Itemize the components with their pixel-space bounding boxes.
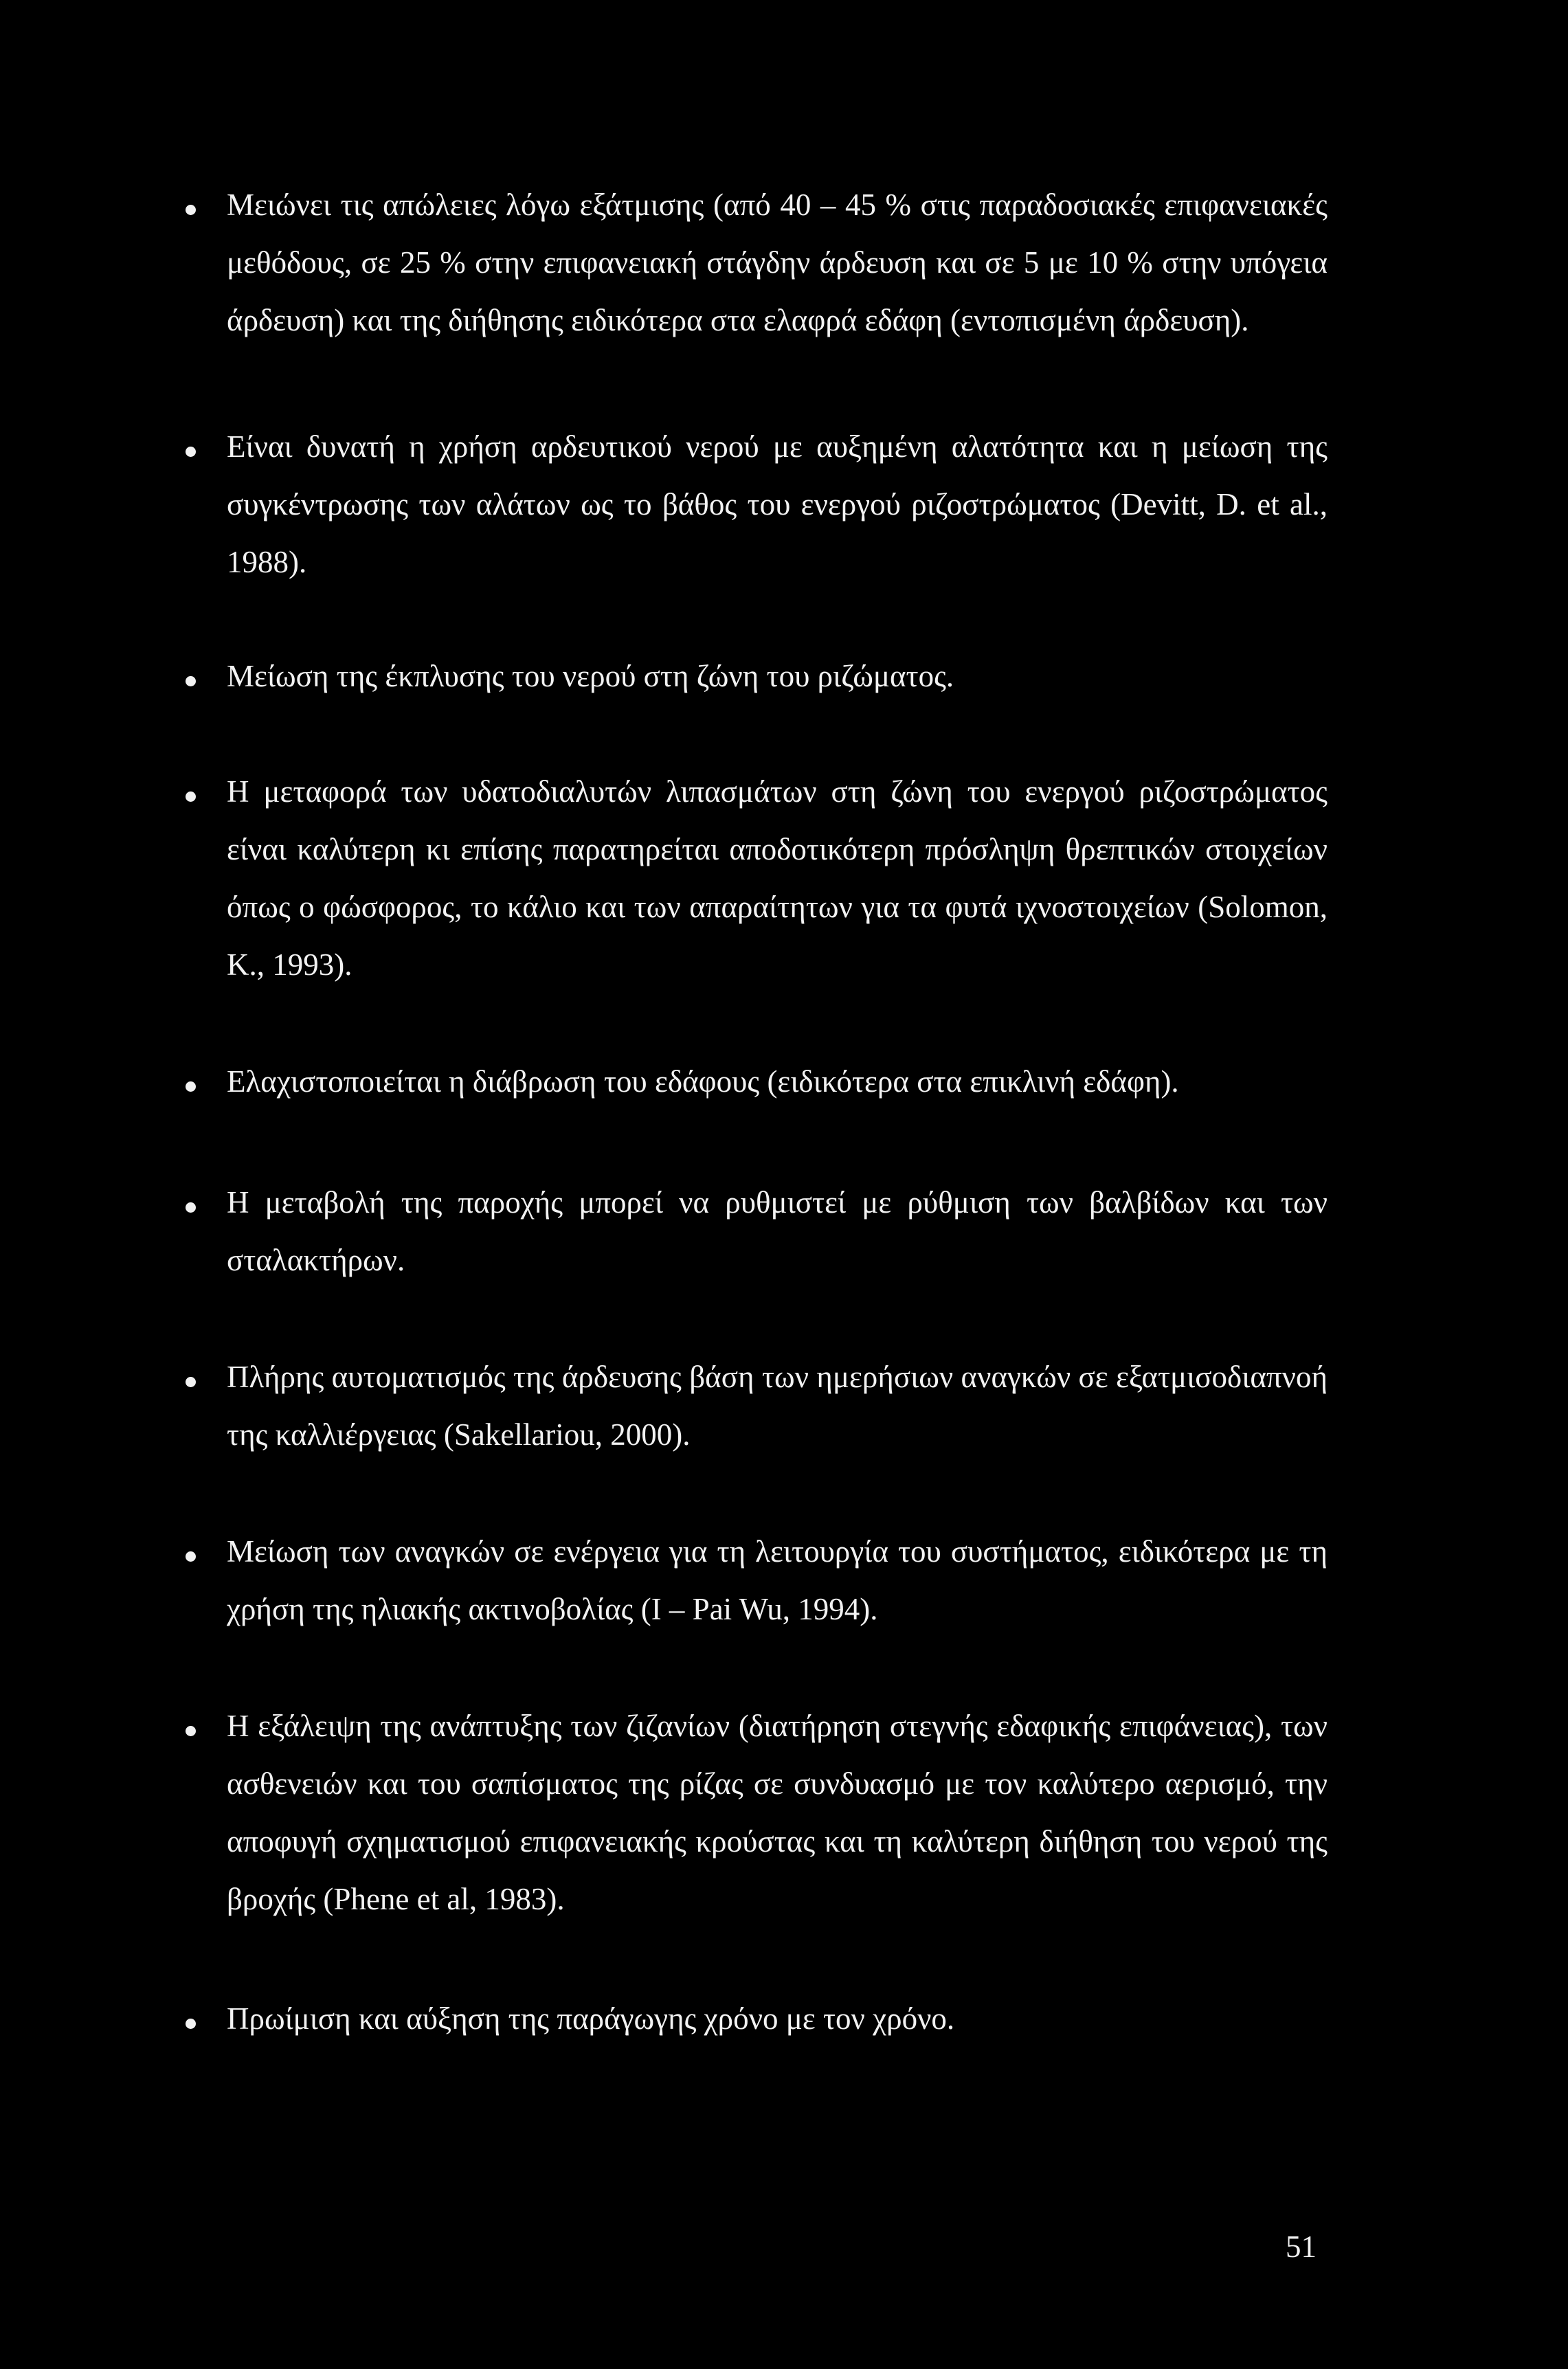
bullet-icon bbox=[186, 2019, 196, 2029]
bullet-icon bbox=[186, 791, 196, 802]
list-item-text: Η εξάλειψη της ανάπτυξης των ζιζανίων (διατήρηση στεγνής εδαφικής επιφάνειας), των ασθενειών και του σαπίσματος της ρίζας σε συνδυασμό με τον καλύτερο αερισμό, την αποφυγή σχηματισμού επιφανειακής κρούστας και τη καλύτερη διήθηση του νερού της βροχής (Phene et al, 1983). bbox=[227, 1709, 1328, 1916]
list-item-text: Η μεταφορά των υδατοδιαλυτών λιπασμάτων στη ζώνη του ενεργού ριζοστρώματος είναι καλύτερη κι επίσης παρατηρείται αποδοτικότερη πρόσληψη θρεπτικών στοιχείων όπως ο φώσφορος, το κάλιο και των απαραίτητων για τα φυτά ιχνοστοιχείων (Solomon, K., 1993). bbox=[227, 774, 1328, 982]
list-item bbox=[186, 1174, 1328, 1289]
list-item bbox=[186, 1523, 1328, 1638]
bullet-icon bbox=[186, 1081, 196, 1092]
bullet-icon bbox=[186, 205, 196, 215]
bullet-icon bbox=[186, 447, 196, 457]
list-item bbox=[186, 647, 1328, 705]
list-item bbox=[186, 1990, 1328, 2047]
list-item-text: Μείωση της έκπλυσης του νερού στη ζώνη του ριζώματος. bbox=[227, 659, 954, 693]
list-item-text: Μειώνει τις απώλειες λόγω εξάτμισης (από 40 – 45 % στις παραδοσιακές επιφανειακές μεθόδους, σε 25 % στην επιφανειακή στάγδην άρδευση και σε 5 με 10 % στην υπόγεια άρδευση) και της διήθησης ειδικότερα στα ελαφρά εδάφη (εντοπισμένη άρδευση). bbox=[227, 188, 1328, 337]
bullet-icon bbox=[186, 676, 196, 686]
list-item-text: Ελαχιστοποιείται η διάβρωση του εδάφους (ειδικότερα στα επικλινή εδάφη). bbox=[227, 1064, 1179, 1099]
bullet-icon bbox=[186, 1377, 196, 1387]
list-item bbox=[186, 1348, 1328, 1463]
list-item bbox=[186, 1697, 1328, 1928]
list-item-text: Είναι δυνατή η χρήση αρδευτικού νερού με αυξημένη αλατότητα και η μείωση της συγκέντρωσης των αλάτων ως το βάθος του ενεργού ριζοστρώματος (Devitt, D. et al., 1988). bbox=[227, 429, 1328, 579]
list-item-text: Πρωίμιση και αύξηση της παράγωγης χρόνο με τον χρόνο. bbox=[227, 2001, 955, 2036]
bullet-icon bbox=[186, 1551, 196, 1562]
list-item bbox=[186, 418, 1328, 591]
list-item bbox=[186, 763, 1328, 993]
list-item-text: Η μεταβολή της παροχής μπορεί να ρυθμιστεί με ρύθμιση των βαλβίδων και των σταλακτήρων. bbox=[227, 1185, 1328, 1277]
bullet-icon bbox=[186, 1202, 196, 1213]
list-item bbox=[186, 176, 1328, 349]
page-number: 51 bbox=[1286, 2230, 1317, 2264]
bullet-icon bbox=[186, 1726, 196, 1736]
list-item bbox=[186, 1053, 1328, 1110]
list-item-text: Μείωση των αναγκών σε ενέργεια για τη λειτουργία του συστήματος, ειδικότερα με τη χρήση της ηλιακής ακτινοβολίας (I – Pai Wu, 1994). bbox=[227, 1534, 1328, 1626]
list-item-text: Πλήρης αυτοματισμός της άρδευσης βάση των ημερήσιων αναγκών σε εξατμισοδιαπνοή της καλλιέργειας (Sakellariou, 2000). bbox=[227, 1360, 1328, 1452]
